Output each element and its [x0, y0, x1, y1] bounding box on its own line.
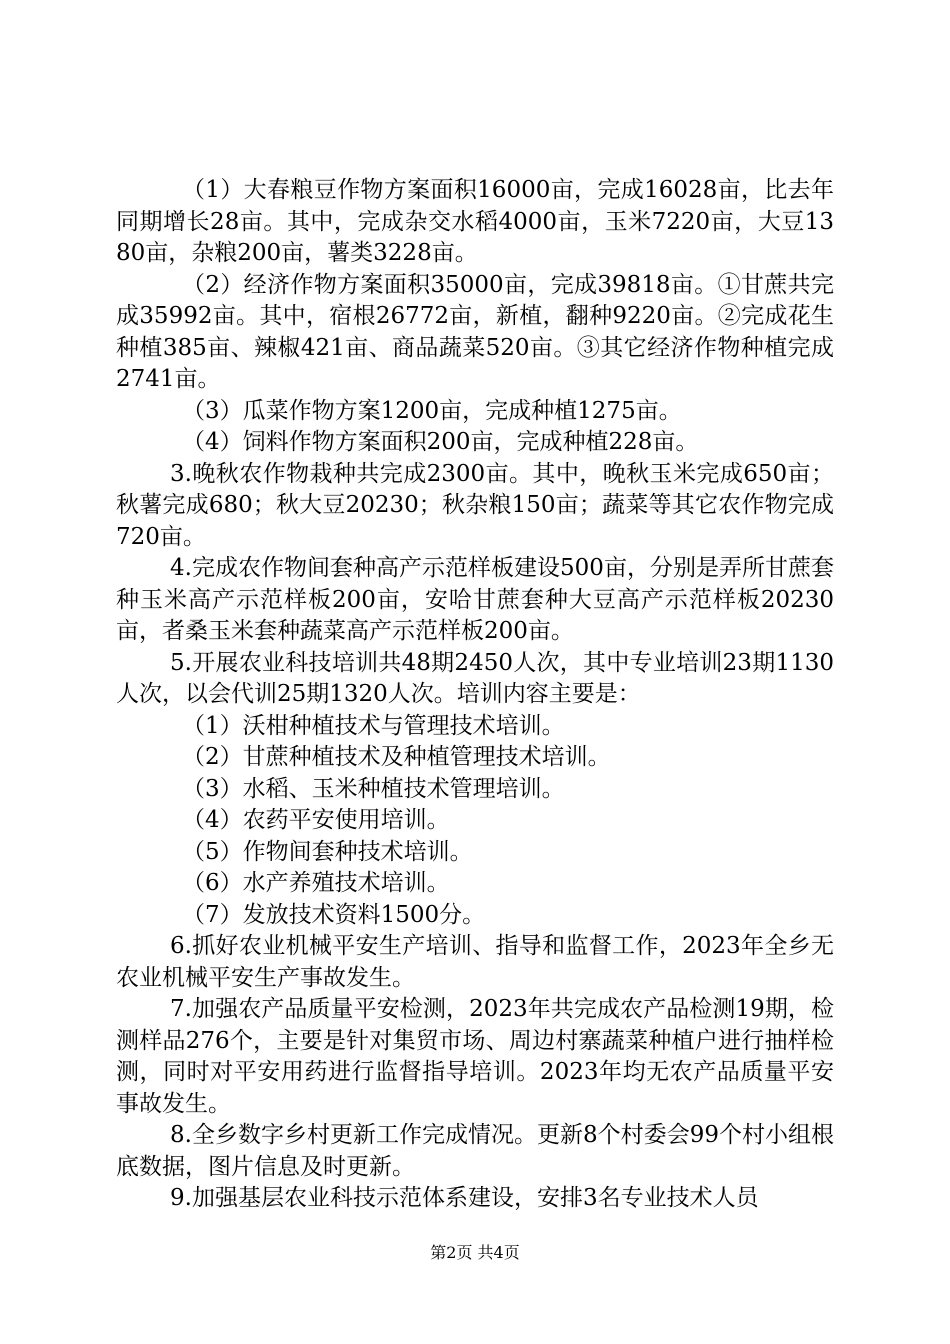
list-item-training-2: （2）甘蔗种植技术及种植管理技术培训。 — [182, 744, 611, 770]
paragraph-demonstration-system: 9.加强基层农业科技示范体系建设，安排3名专业技术人员 — [170, 1185, 759, 1211]
list-item-training-3: （3）水稻、玉米种植技术管理培训。 — [182, 775, 565, 802]
paragraph-spring-grain: （1）大春粮豆作物方案面积16000亩，完成16028亩，比去年同期增长28亩。其中，完成杂交水稻4000亩，玉米7220亩，大豆1380亩，杂粮200亩，薯类3228亩。 — [116, 177, 834, 266]
paragraph-intercropping: 4.完成农作物间套种高产示范样板建设500亩，分别是弄所甘蔗套种玉米高产示范样板200亩，安哈甘蔗套种大豆高产示范样板20230亩，者桑玉米套种蔬菜高产示范样板200亩。 — [116, 555, 834, 644]
paragraph-melon-vegetables: （3）瓜菜作物方案1200亩，完成种植1275亩。 — [182, 397, 682, 424]
paragraph-product-quality: 7.加强农产品质量平安检测，2023年共完成农产品检测19期，检测样品276个，主要是针对集贸市场、周边村寨蔬菜种植户进行抽样检测，同时对平安用药进行监督指导培训。2023年均无农产品质量平安事故发生。 — [116, 996, 834, 1117]
list-item-training-5: （5）作物间套种技术培训。 — [182, 838, 473, 865]
paragraph-late-autumn: 3.晚秋农作物栽种共完成2300亩。其中，晚秋玉米完成650亩；秋薯完成680；秋大豆20230；秋杂粮150亩；蔬菜等其它农作物完成720亩。 — [116, 460, 834, 550]
list-item-training-7: （7）发放技术资料1500分。 — [182, 901, 486, 928]
paragraph-training: 5.开展农业科技培训共48期2450人次，其中专业培训23期1130人次，以会代训25期1320人次。培训内容主要是： — [116, 649, 834, 707]
list-item-training-1: （1）沃柑种植技术与管理技术培训。 — [182, 712, 565, 739]
document-body — [116, 175, 834, 1215]
list-item-training-4: （4）农药平安使用培训。 — [182, 807, 450, 833]
paragraph-digital-village: 8.全乡数字乡村更新工作完成情况。更新8个村委会99个村小组根底数据，图片信息及时更新。 — [116, 1122, 834, 1180]
paragraph-feed-crops: （4）饲料作物方案面积200亩，完成种植228亩。 — [182, 429, 699, 455]
paragraph-machinery-safety: 6.抓好农业机械平安生产培训、指导和监督工作，2023年全乡无农业机械平安生产事故发生。 — [116, 933, 834, 991]
page-number-footer: 第2页 共4页 — [430, 1243, 520, 1262]
list-item-training-6: （6）水产养殖技术培训。 — [182, 870, 450, 896]
paragraph-cash-crops: （2）经济作物方案面积35000亩，完成39818亩。①甘蔗共完成35992亩。其中，宿根26772亩，新植，翻种9220亩。②完成花生种植385亩、辣椒421亩、商品蔬菜520亩。③其它经济作物种植完成2741亩。 — [116, 271, 834, 392]
